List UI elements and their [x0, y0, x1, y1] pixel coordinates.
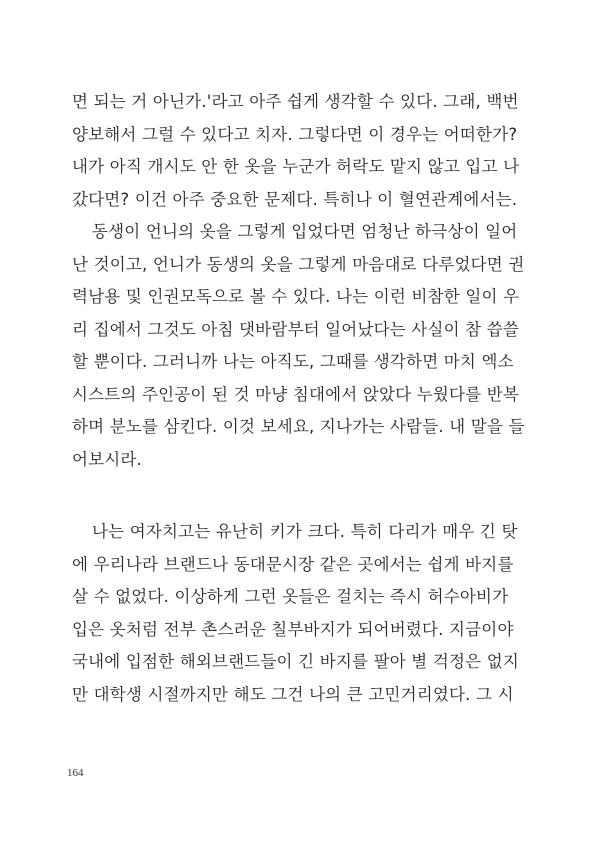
text-line: 리 집에서 그것도 아침 댓바람부터 일어났다는 사실이 참 씁쓸 [72, 319, 520, 339]
text-line: 난 것이고, 언니가 동생의 옷을 그렇게 마음대로 다루었다면 권 [72, 254, 525, 274]
text-line: 면 되는 거 아닌가.'라고 아주 쉽게 생각할 수 있다. 그래, 백번 [72, 92, 519, 111]
text-line: 에 우리나라 브랜드나 동대문시장 같은 곳에서는 쉽게 바지를 [72, 554, 514, 574]
text-line: 내가 아직 개시도 안 한 옷을 누군가 허락도 맡지 않고 입고 나 [72, 157, 520, 176]
text-line: 입은 옷처럼 전부 촌스러운 칠부바지가 되어버렸다. 지금이야 [72, 619, 514, 639]
text-line: 시스트의 주인공이 된 것 마냥 침대에서 앉았다 누웠다를 반복 [72, 384, 520, 404]
text-line: 어보시라. [72, 449, 143, 469]
text-line: 만 대학생 시절까지만 해도 그건 나의 큰 고민거리였다. 그 시 [72, 684, 514, 704]
text-line: 갔다면? 이건 아주 중요한 문제다. 특히나 이 혈연관계에서는. [72, 189, 518, 209]
text-line: 국내에 입점한 해외브랜드들이 긴 바지를 팔아 별 걱정은 없지 [72, 652, 520, 671]
text-line: 양보해서 그럴 수 있다고 치자. 그렇다면 이 경우는 어떠한가? [72, 124, 518, 144]
text-line: 살 수 없었다. 이상하게 그런 옷들은 걸치는 즉시 허수아비가 [72, 587, 509, 606]
page-number: 164 [67, 767, 84, 779]
text-line: 하며 분노를 삼킨다. 이것 보세요, 지나가는 사람들. 내 말을 들 [72, 417, 525, 436]
text-line: 할 뿐이다. 그러니까 나는 아직도, 그때를 생각하면 마치 엑소 [72, 352, 514, 371]
paragraph-first-line: 나는 여자치고는 유난히 키가 크다. 특히 다리가 매우 긴 탓 [92, 522, 518, 541]
paragraph-first-line: 동생이 언니의 옷을 그렇게 입었다면 엄청난 하극상이 일어 [92, 222, 518, 241]
text-line: 력남용 및 인권모독으로 볼 수 있다. 나는 이런 비참한 일이 우 [72, 287, 520, 306]
